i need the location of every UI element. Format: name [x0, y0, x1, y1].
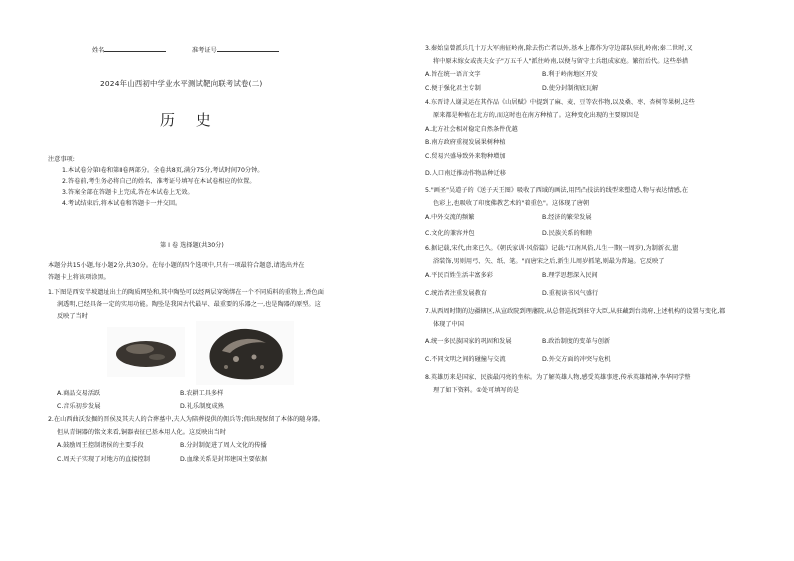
q5-line: 5."画圣"吴道子的《送子天王图》吸收了西域的画法,用凹凸技法的线型来塑造人物与表达情感,在	[425, 187, 689, 194]
q4-option-a: A.北方社会相对稳定自然条件优越	[425, 126, 518, 133]
q6-line: 6.据记载,宋代,由来已久。《朝氏家训·风俗篇》记载:"江南风俗,儿生一期(一周岁),为制新衣,盥	[425, 245, 679, 252]
exam-no-blank	[217, 45, 279, 52]
q3-option-a: A.旨在统一语言文字	[425, 71, 481, 78]
q1-line: 润透明,已经具备一定的实用功能。陶坠是我国古代最早、最重要的乐器之一,也是陶器的原型。这	[57, 301, 321, 308]
q2-option-c: C.周天子实现了对地方的直接控制	[57, 456, 150, 463]
q3-option-c: C.便于强化君主专制	[425, 85, 481, 92]
q7-line: 7.从西周时期的边疆辖区,从宣政院到理藩院,从总督巡抚到驻守大臣,从驻藏到台湾府,上述机构的设置与变化,都	[425, 308, 726, 315]
q5-option-b: B.经济的繁荣发展	[542, 214, 592, 221]
q3-option-b: B.利于岭南地区开发	[542, 71, 598, 78]
exam-no-field	[192, 45, 279, 55]
q6-option-a: A.平民百姓生活丰富多彩	[425, 272, 493, 279]
q1-option-a: A.商品交易活跃	[57, 390, 101, 397]
section1-intro-line: 本题分共15小题,每小题2分,共30分。在每小题的四个选项中,只有一项最符合题意,请选出并在	[48, 262, 305, 269]
q4-option-b: B.南方政府重视发展果树种植	[425, 139, 506, 146]
q3-option-d: D.使分封制彻底瓦解	[542, 85, 599, 92]
q6-option-c: C.统治者注重发展教育	[425, 290, 487, 297]
q1-line: 1.下图是西安半坡遗址出土的陶质网坠和,其中陶坠可以经两层穿绳绑在一个不同质料的重物上,香色面	[48, 289, 324, 296]
q1-option-d: D.礼乐制度成熟	[180, 403, 224, 410]
q2-line: 但从青铜器的铭文来看,铜器表征已基本用人化。这反映出当时	[57, 429, 227, 436]
note-item: 1.本试卷分第Ⅰ卷和第Ⅱ卷两部分。全卷共8页,满分75分,考试时间70分钟。	[62, 167, 264, 174]
q7-option-a: A.统一多民族国家的巩固和发展	[425, 338, 512, 345]
q4-option-d: D.人口南迁推动作物品种迁移	[425, 170, 506, 177]
q3-line: 将中原未嫁女或丧夫女子"万五千人"派往岭南,以便与留守士兵组成家庭。繁衍后代。这些举措	[433, 58, 689, 65]
q2-option-a: A.鼓励周王控制诸侯的主要手段	[57, 442, 144, 449]
q7-line: 体现了中国	[433, 321, 464, 328]
q6-option-b: B.理学思想深入民间	[542, 272, 598, 279]
q7-option-b: B.政治制度的变革与创新	[542, 338, 611, 345]
section1-heading: 第 Ⅰ 卷 选择题(共30分)	[160, 242, 224, 249]
q2-line: 2.在山西曲沃发掘的晋侯及其夫人的合葬墓中,夫人为陪葬提供的佣兵等;佣出现保留了本体的随身器。	[48, 416, 325, 423]
exam-title: 2024年山西初中学业水平测试靶向联考试卷(二)	[100, 79, 263, 88]
q5-line: 色彩上,也吸收了印度佛教艺术的"着重色"。这体现了唐朝	[433, 200, 590, 207]
q8-line: 8.英雄历来是国家、民族最闪亮的坐标。为了解英雄人物,感受英雄事迹,传承英雄精神,李华同学整	[425, 374, 691, 381]
q8-line: 理了如下资料。①处可填写的是	[433, 387, 519, 394]
q6-option-d: D.重视读书风气盛行	[542, 290, 599, 297]
q4-line: 原来都是种植在北方的,而这时也在南方种植了。这种变化出现的主要原因是	[433, 112, 640, 119]
q4-option-c: C.贸易兴盛导致外来物种增加	[425, 153, 506, 160]
q1-option-c: C.音乐初步发展	[57, 403, 101, 410]
name-field	[92, 45, 166, 55]
note-item: 4.考试结束后,将本试卷和答题卡一并交回。	[62, 200, 182, 207]
q5-option-d: D.民族关系的和睦	[542, 230, 593, 237]
q2-option-d: D.血缘关系是封邦建国主要依据	[180, 456, 268, 463]
q7-option-c: C.不同文明之间的碰撞与交流	[425, 356, 506, 363]
name-blank	[104, 45, 166, 52]
q6-line: 浴装饰,男则用弓、矢、纸、笔。"而唐宋之后,新生儿周岁抓笔,则最为普遍。它反映了	[433, 258, 665, 265]
pottery-fragment-image	[107, 327, 185, 377]
q3-line: 3.秦始皇曾派兵几十万大军南征岭南,除去伤亡者以外,基本上都作为守边部队驻扎岭南;秦二世时,又	[425, 45, 693, 52]
q7-option-d: D.外交方面的冲突与危机	[542, 356, 611, 363]
q5-option-c: C.文化的兼容并包	[425, 230, 475, 237]
note-item: 2.答卷前,考生务必将自己的姓名、准考证号填写在本试卷相应的位置。	[62, 178, 256, 185]
section1-intro-line: 答题卡上将该项涂黑。	[48, 274, 110, 281]
q1-line: 反映了当时	[57, 313, 88, 320]
q4-line: 4.东晋诗人谢灵运在其作品《山居赋》中提到了麻、麦、豆等农作物,以及桑、枣、杏树等果树,这些	[425, 99, 695, 106]
notes-heading: 注意事项:	[48, 156, 75, 163]
name-label: 姓名	[92, 47, 105, 54]
q1-option-b: B.农耕工具多样	[180, 390, 224, 397]
subject-title: 历 史	[160, 111, 219, 129]
note-item: 3.答案全部在答题卡上完成,答在本试卷上无效。	[62, 189, 194, 196]
q5-option-a: A.中外交流的频繁	[425, 214, 475, 221]
pottery-whistle-image	[196, 321, 294, 385]
q2-option-b: B.分封制促进了周人文化的传播	[180, 442, 267, 449]
exam-no-label: 准考证号	[192, 47, 217, 54]
